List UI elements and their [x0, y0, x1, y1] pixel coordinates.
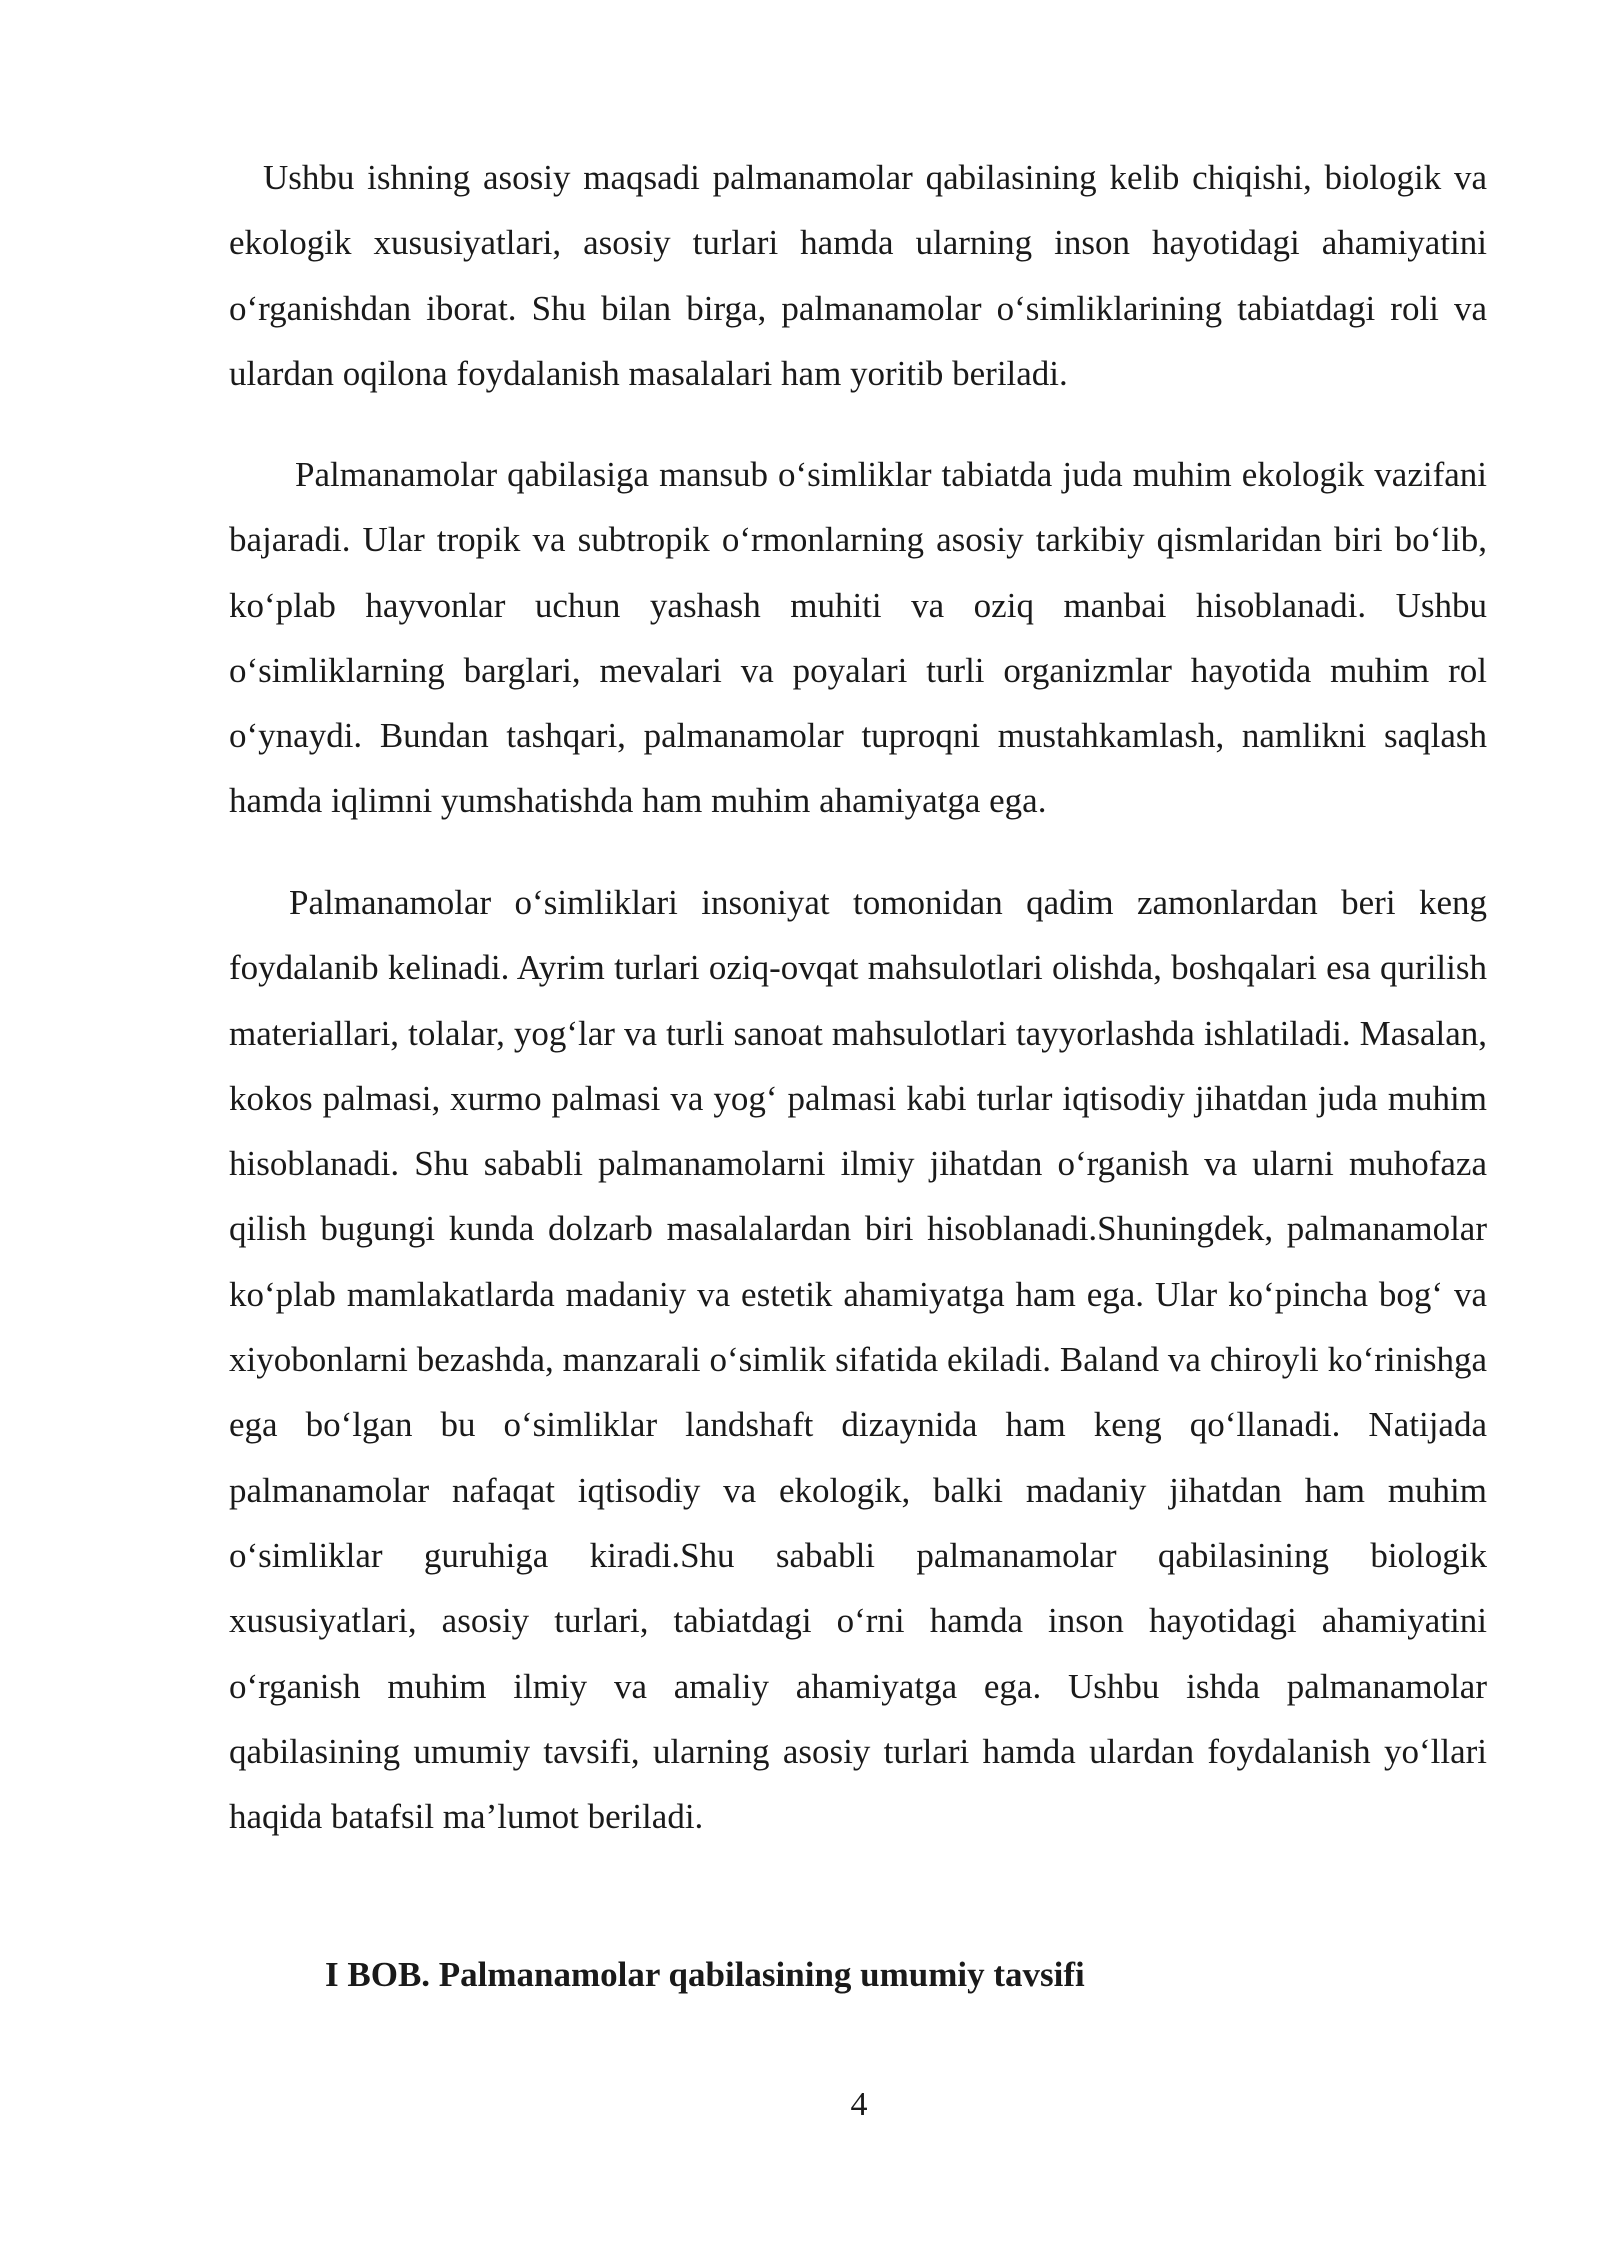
body-paragraph: Palmanamolar o‘simliklari insoniyat tomonidan qadim zamonlardan beri keng foydalanib kelinadi. Ayrim turlari oziq-ovqat mahsulotlari olishda, boshqalari esa qurilish materiallari, tolalar, yog‘lar va turli sanoat mahsulotlari tayyorlashda ishlatiladi. Masalan, kokos palmasi, xurmo palmasi va yog‘ palmasi kabi turlar iqtisodiy jihatdan juda muhim hisoblanadi. Shu sababli palmanamolarni ilmiy jihatdan o‘rganish va ularni muhofaza qilish bugungi kunda dolzarb masalalardan biri hisoblanadi.Shuningdek, palmanamolar ko‘plab mamlakatlarda madaniy va estetik ahamiyatga ham ega. Ular ko‘pincha bog‘ va xiyobonlarni bezashda, manzarali o‘simlik sifatida ekiladi. Baland va chiroyli ko‘rinishga ega bo‘lgan bu o‘simliklar landshaft dizaynida ham keng qo‘llanadi. Natijada palmanamolar nafaqat iqtisodiy va ekologik, balki madaniy jihatdan ham muhim o‘simliklar guruhiga kiradi.Shu sababli palmanamolar qabilasining biologik xususiyatlari, asosiy turlari, tabiatdagi o‘rni hamda inson hayotidagi ahamiyatini o‘rganish muhim ilmiy va amaliy ahamiyatga ega. Ushbu ishda palmanamolar qabilasining umumiy tavsifi, ularning asosiy turlari hamda ulardan foydalanish yo‘llari haqida batafsil ma’lumot beriladi.: [229, 883, 1487, 1837]
paragraph-3-block: [229, 870, 1487, 1849]
body-paragraph: Ushbu ishning asosiy maqsadi palmanamolar qabilasining kelib chiqishi, biologik va ekologik xususiyatlari, asosiy turlari hamda ularning inson hayotidagi ahamiyatini o‘rganishdan iborat. Shu bilan birga, palmanamolar o‘simliklarining tabiatdagi roli va ulardan oqilona foydalanish masalalari ham yoritib beriladi.: [229, 158, 1487, 393]
chapter-heading: I BOB. Palmanamolar qabilasining umumiy tavsifi: [325, 1955, 1085, 1994]
body-paragraph: Palmanamolar qabilasiga mansub o‘simliklar tabiatda juda muhim ekologik vazifani bajaradi. Ular tropik va subtropik o‘rmonlarning asosiy tarkibiy qismlaridan biri bo‘lib, ko‘plab hayvonlar uchun yashash muhiti va oziq manbai hisoblanadi. Ushbu o‘simliklarning barglari, mevalari va poyalari turli organizmlar hayotida muhim rol o‘ynaydi. Bundan tashqari, palmanamolar tuproqni mustahkamlash, namlikni saqlash hamda iqlimni yumshatishda ham muhim ahamiyatga ega.: [229, 455, 1487, 821]
page-number: 4: [850, 2086, 868, 2123]
paragraph-1-block: [229, 145, 1487, 406]
paragraph-2-block: [229, 442, 1487, 834]
